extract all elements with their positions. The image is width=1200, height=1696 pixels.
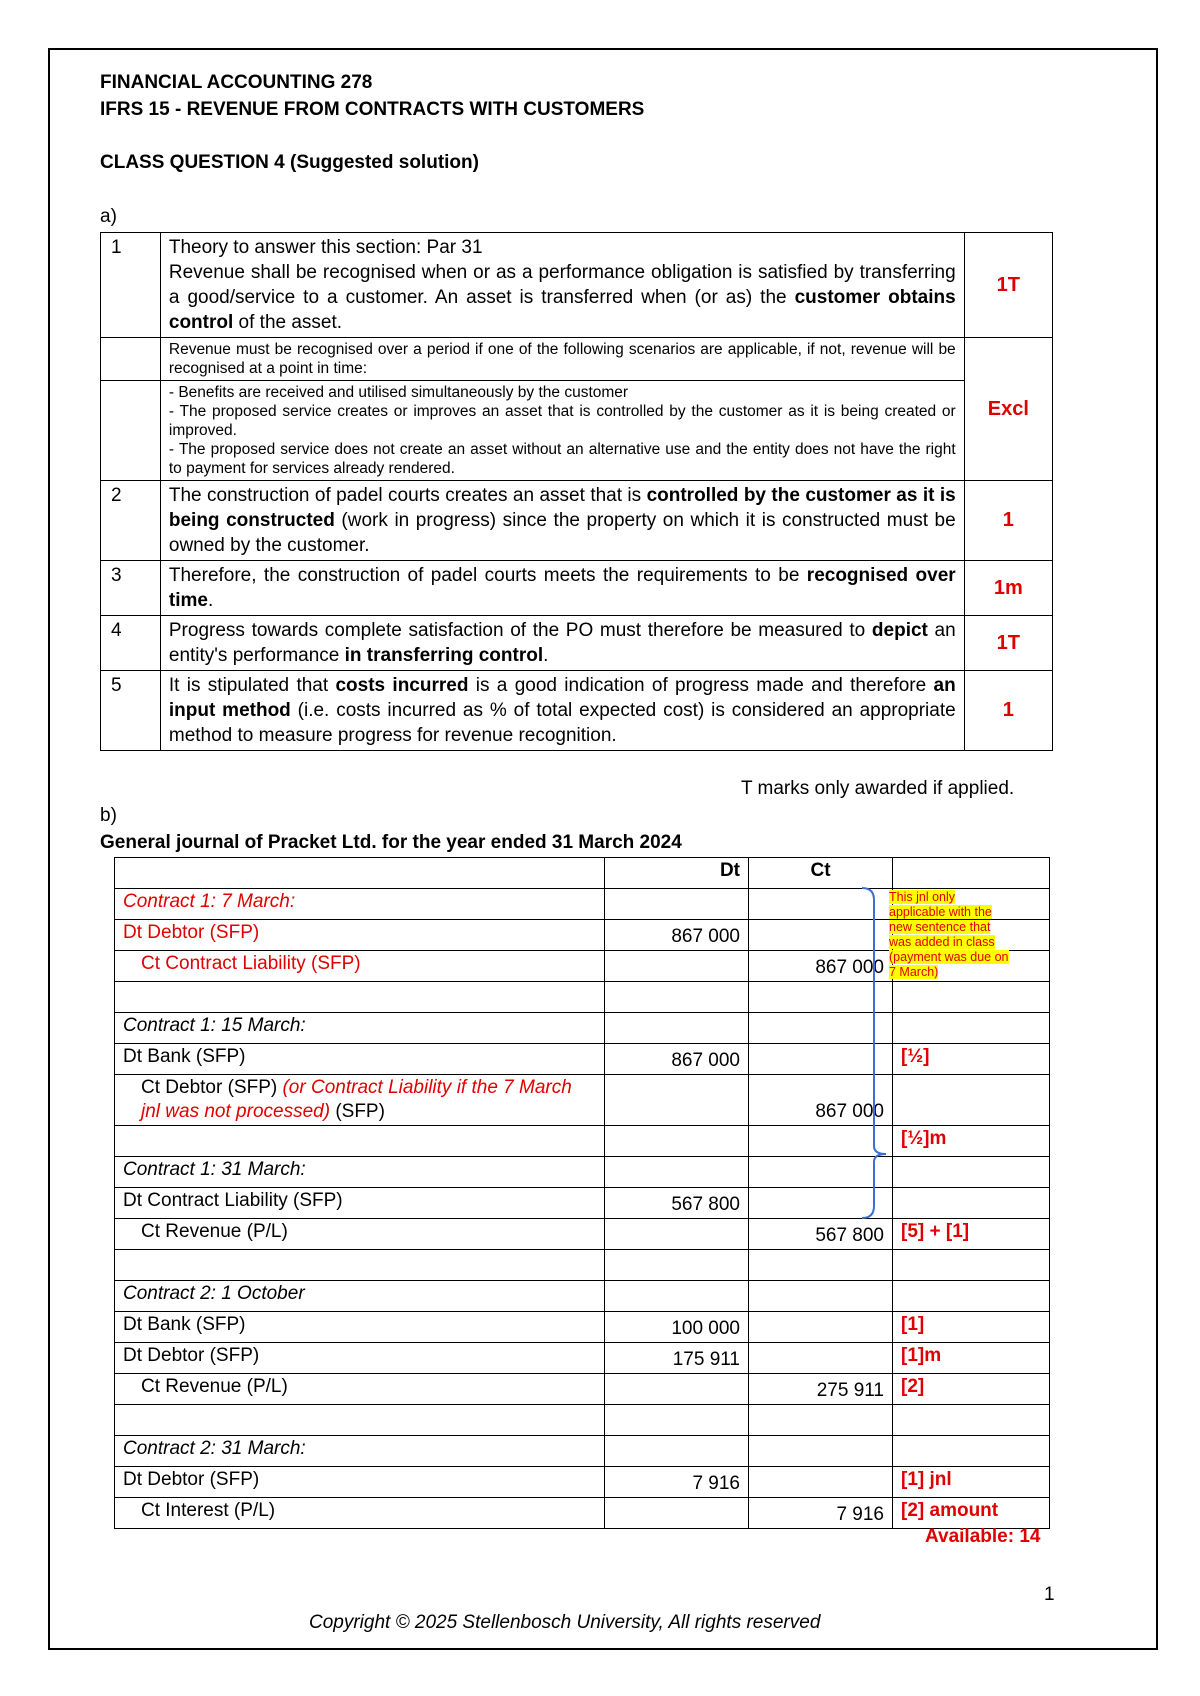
journal-mark xyxy=(893,982,1050,1013)
journal-ct: 867 000 xyxy=(749,951,893,982)
desc-text: Dt Debtor (SFP) xyxy=(123,1345,260,1366)
highlight-note xyxy=(889,890,1009,980)
question-title: CLASS QUESTION 4 (Suggested solution) xyxy=(100,152,479,173)
copyright: Copyright © 2025 Stellenbosch University, All rights reserved xyxy=(309,1612,821,1633)
ct-header: Ct xyxy=(749,858,893,889)
bold-text: costs incurred xyxy=(335,675,469,696)
bold-text: controlled by the customer as it is being constructed xyxy=(168,485,956,531)
journal-desc xyxy=(115,1405,605,1436)
text: - Benefits are received and utilised simultaneously by the customer xyxy=(168,384,629,401)
desc-text: Ct Revenue (P/L) xyxy=(141,1221,288,1242)
journal-dt xyxy=(605,889,749,920)
row-text xyxy=(160,381,964,481)
journal-ct: 7 916 xyxy=(749,1498,893,1529)
mark: 1T xyxy=(964,616,1052,671)
text: - The proposed service creates or improves an asset that is controlled by the customer as it is being created or improved. xyxy=(168,403,956,439)
bold-text: in transferring control xyxy=(344,645,544,666)
desc-text: Ct Interest (P/L) xyxy=(141,1500,276,1521)
text: Revenue shall be recognised when or as a performance obligation is satisfied by transferring a good/service to a customer. An asset is transferred when (or as) the xyxy=(168,262,956,308)
bold-text: recognised over time xyxy=(168,565,956,611)
desc-text: Dt Bank (SFP) xyxy=(123,1046,246,1067)
row-text xyxy=(160,561,964,616)
journal-desc xyxy=(115,1498,605,1529)
journal-dt xyxy=(605,1436,749,1467)
journal-row xyxy=(115,1157,1050,1188)
row-number xyxy=(101,338,161,381)
journal-dt xyxy=(605,1126,749,1157)
journal-row xyxy=(115,1312,1050,1343)
journal-desc xyxy=(115,982,605,1013)
page-number: 1 xyxy=(1044,1584,1055,1605)
note-text: This jnl only applicable with the new sentence that was added in class (payment was due on 7 March) xyxy=(889,890,1009,979)
journal-mark: [½] xyxy=(893,1044,1050,1075)
journal-row xyxy=(115,1250,1050,1281)
journal-desc xyxy=(115,1436,605,1467)
row-number xyxy=(101,381,161,481)
journal-dt xyxy=(605,1405,749,1436)
row-text xyxy=(160,671,964,751)
text: Theory to answer this section: Par 31 xyxy=(168,237,483,258)
row-number: 2 xyxy=(101,481,161,561)
row-text xyxy=(160,233,964,338)
journal-mark: [½]m xyxy=(893,1126,1050,1157)
journal-ct xyxy=(749,1467,893,1498)
text: The construction of padel courts creates an asset that is xyxy=(168,485,647,506)
text: - The proposed service does not create an asset without an alternative use and the entity does not have the right to payment for services already rendered. xyxy=(168,441,956,477)
journal-dt: 7 916 xyxy=(605,1467,749,1498)
row-text: Revenue must be recognised over a period if one of the following scenarios are applicable, if not, revenue will be recognised at a point in time: xyxy=(160,338,964,381)
bold-text: depict xyxy=(871,620,928,641)
journal-desc xyxy=(115,1343,605,1374)
journal-desc xyxy=(115,1044,605,1075)
table-row xyxy=(101,233,1053,338)
desc-text: Dt Contract Liability (SFP) xyxy=(123,1190,343,1211)
journal-mark: [1] jnl xyxy=(893,1467,1050,1498)
journal-row xyxy=(115,1188,1050,1219)
mark: 1 xyxy=(964,481,1052,561)
journal-row xyxy=(115,1498,1050,1529)
row-text xyxy=(160,481,964,561)
desc-text: Contract 1: 15 March: xyxy=(123,1015,306,1036)
journal-dt xyxy=(605,1075,749,1126)
bold-text: an input method xyxy=(168,675,956,721)
journal-dt xyxy=(605,1374,749,1405)
journal-desc xyxy=(115,1374,605,1405)
footnote: T marks only awarded if applied. xyxy=(741,778,1015,799)
text: . xyxy=(543,645,549,666)
journal-dt xyxy=(605,1013,749,1044)
table-row xyxy=(101,338,1053,381)
journal-desc xyxy=(115,1188,605,1219)
journal-desc xyxy=(115,1467,605,1498)
journal-mark xyxy=(893,1013,1050,1044)
journal-mark xyxy=(893,1157,1050,1188)
journal-dt xyxy=(605,982,749,1013)
journal-desc xyxy=(115,920,605,951)
desc-text: Dt Bank (SFP) xyxy=(123,1314,246,1335)
text: is a good indication of progress made and therefore xyxy=(468,675,934,696)
journal-desc xyxy=(115,1312,605,1343)
mark: 1T xyxy=(964,233,1052,338)
journal-mark: [2] amount xyxy=(893,1498,1050,1529)
desc-text: Ct Debtor (SFP) xyxy=(141,1077,283,1098)
journal-ct xyxy=(749,1281,893,1312)
journal-ct xyxy=(749,1250,893,1281)
text: . xyxy=(207,590,214,611)
journal-row xyxy=(115,1405,1050,1436)
desc-header xyxy=(115,858,605,889)
desc-text: Ct Contract Liability (SFP) xyxy=(141,953,361,974)
text: Therefore, the construction of padel courts meets the requirements to be xyxy=(168,565,807,586)
text: of the asset. xyxy=(233,312,343,333)
journal-row xyxy=(115,1075,1050,1126)
mark-header xyxy=(893,858,1050,889)
journal-mark: [2] xyxy=(893,1374,1050,1405)
text: Progress towards complete satisfaction of the PO must therefore be measured to xyxy=(168,620,872,641)
journal-dt xyxy=(605,951,749,982)
journal-row xyxy=(115,1281,1050,1312)
available-marks: Available: 14 xyxy=(925,1526,1041,1547)
journal-desc xyxy=(115,1075,605,1126)
bold-text: customer obtains control xyxy=(168,287,956,333)
course-title: FINANCIAL ACCOUNTING 278 xyxy=(100,72,373,93)
text: (i.e. costs incurred as % of total expected cost) is considered an appropriate method to measure progress for revenue recognition. xyxy=(168,700,956,746)
desc-text: Contract 1: 31 March: xyxy=(123,1159,306,1180)
journal-dt: 175 911 xyxy=(605,1343,749,1374)
journal-desc xyxy=(115,889,605,920)
journal-dt: 867 000 xyxy=(605,920,749,951)
row-number: 1 xyxy=(101,233,161,338)
journal-ct: 867 000 xyxy=(749,1075,893,1126)
journal-dt: 100 000 xyxy=(605,1312,749,1343)
journal-row xyxy=(115,1436,1050,1467)
part-a-label: a) xyxy=(100,206,117,227)
journal-header-row xyxy=(115,858,1050,889)
mark: Excl xyxy=(964,338,1052,481)
journal-ct xyxy=(749,1343,893,1374)
journal-desc xyxy=(115,1126,605,1157)
journal-mark: [1] xyxy=(893,1312,1050,1343)
journal-ct xyxy=(749,1312,893,1343)
journal-desc xyxy=(115,1013,605,1044)
desc-text: (SFP) xyxy=(330,1101,385,1122)
journal-dt: 867 000 xyxy=(605,1044,749,1075)
journal-ct: 567 800 xyxy=(749,1219,893,1250)
dt-header: Dt xyxy=(605,858,749,889)
journal-row xyxy=(115,1374,1050,1405)
text: (work in progress) since the property on which it is constructed must be owned by the customer. xyxy=(168,510,956,556)
journal-row xyxy=(115,1126,1050,1157)
desc-text: Ct Revenue (P/L) xyxy=(141,1376,288,1397)
journal-mark: [5] + [1] xyxy=(893,1219,1050,1250)
journal-desc xyxy=(115,1250,605,1281)
journal-mark xyxy=(893,1281,1050,1312)
part-a-table xyxy=(100,232,1053,751)
row-text xyxy=(160,616,964,671)
journal-row xyxy=(115,1343,1050,1374)
desc-text: Contract 1: 7 March: xyxy=(123,891,296,912)
journal-title: General journal of Pracket Ltd. for the year ended 31 March 2024 xyxy=(100,832,682,853)
table-row xyxy=(101,671,1053,751)
journal-mark xyxy=(893,1405,1050,1436)
row-number: 5 xyxy=(101,671,161,751)
journal-row xyxy=(115,1467,1050,1498)
journal-dt: 567 800 xyxy=(605,1188,749,1219)
journal-dt xyxy=(605,1281,749,1312)
table-row xyxy=(101,561,1053,616)
journal-desc xyxy=(115,1219,605,1250)
topic-title: IFRS 15 - REVENUE FROM CONTRACTS WITH CUSTOMERS xyxy=(100,99,645,120)
journal-dt xyxy=(605,1250,749,1281)
journal-dt xyxy=(605,1219,749,1250)
desc-note: (or Contract Liability if the 7 March jnl was not processed) xyxy=(141,1077,572,1122)
row-number: 3 xyxy=(101,561,161,616)
journal-desc xyxy=(115,1281,605,1312)
journal-ct xyxy=(749,1405,893,1436)
desc-text: Contract 2: 1 October xyxy=(123,1283,305,1304)
text: It is stipulated that xyxy=(168,675,336,696)
journal-mark: [1]m xyxy=(893,1343,1050,1374)
part-b-label: b) xyxy=(100,805,117,826)
journal-ct: 275 911 xyxy=(749,1374,893,1405)
journal-ct xyxy=(749,1436,893,1467)
journal-desc xyxy=(115,1157,605,1188)
journal-dt xyxy=(605,1498,749,1529)
journal-dt xyxy=(605,1157,749,1188)
journal-mark xyxy=(893,1250,1050,1281)
journal-mark xyxy=(893,1075,1050,1126)
journal-row xyxy=(115,1219,1050,1250)
desc-text: Dt Debtor (SFP) xyxy=(123,922,260,943)
desc-text: Contract 2: 31 March: xyxy=(123,1438,306,1459)
row-number: 4 xyxy=(101,616,161,671)
journal-mark xyxy=(893,1436,1050,1467)
journal-mark xyxy=(893,1188,1050,1219)
mark: 1 xyxy=(964,671,1052,751)
table-row xyxy=(101,481,1053,561)
journal-row xyxy=(115,1013,1050,1044)
journal-desc xyxy=(115,951,605,982)
mark: 1m xyxy=(964,561,1052,616)
table-row xyxy=(101,381,1053,481)
text: an entity's performance xyxy=(168,620,956,666)
table-row xyxy=(101,616,1053,671)
desc-text: Dt Debtor (SFP) xyxy=(123,1469,260,1490)
journal-row xyxy=(115,982,1050,1013)
journal-row xyxy=(115,1044,1050,1075)
